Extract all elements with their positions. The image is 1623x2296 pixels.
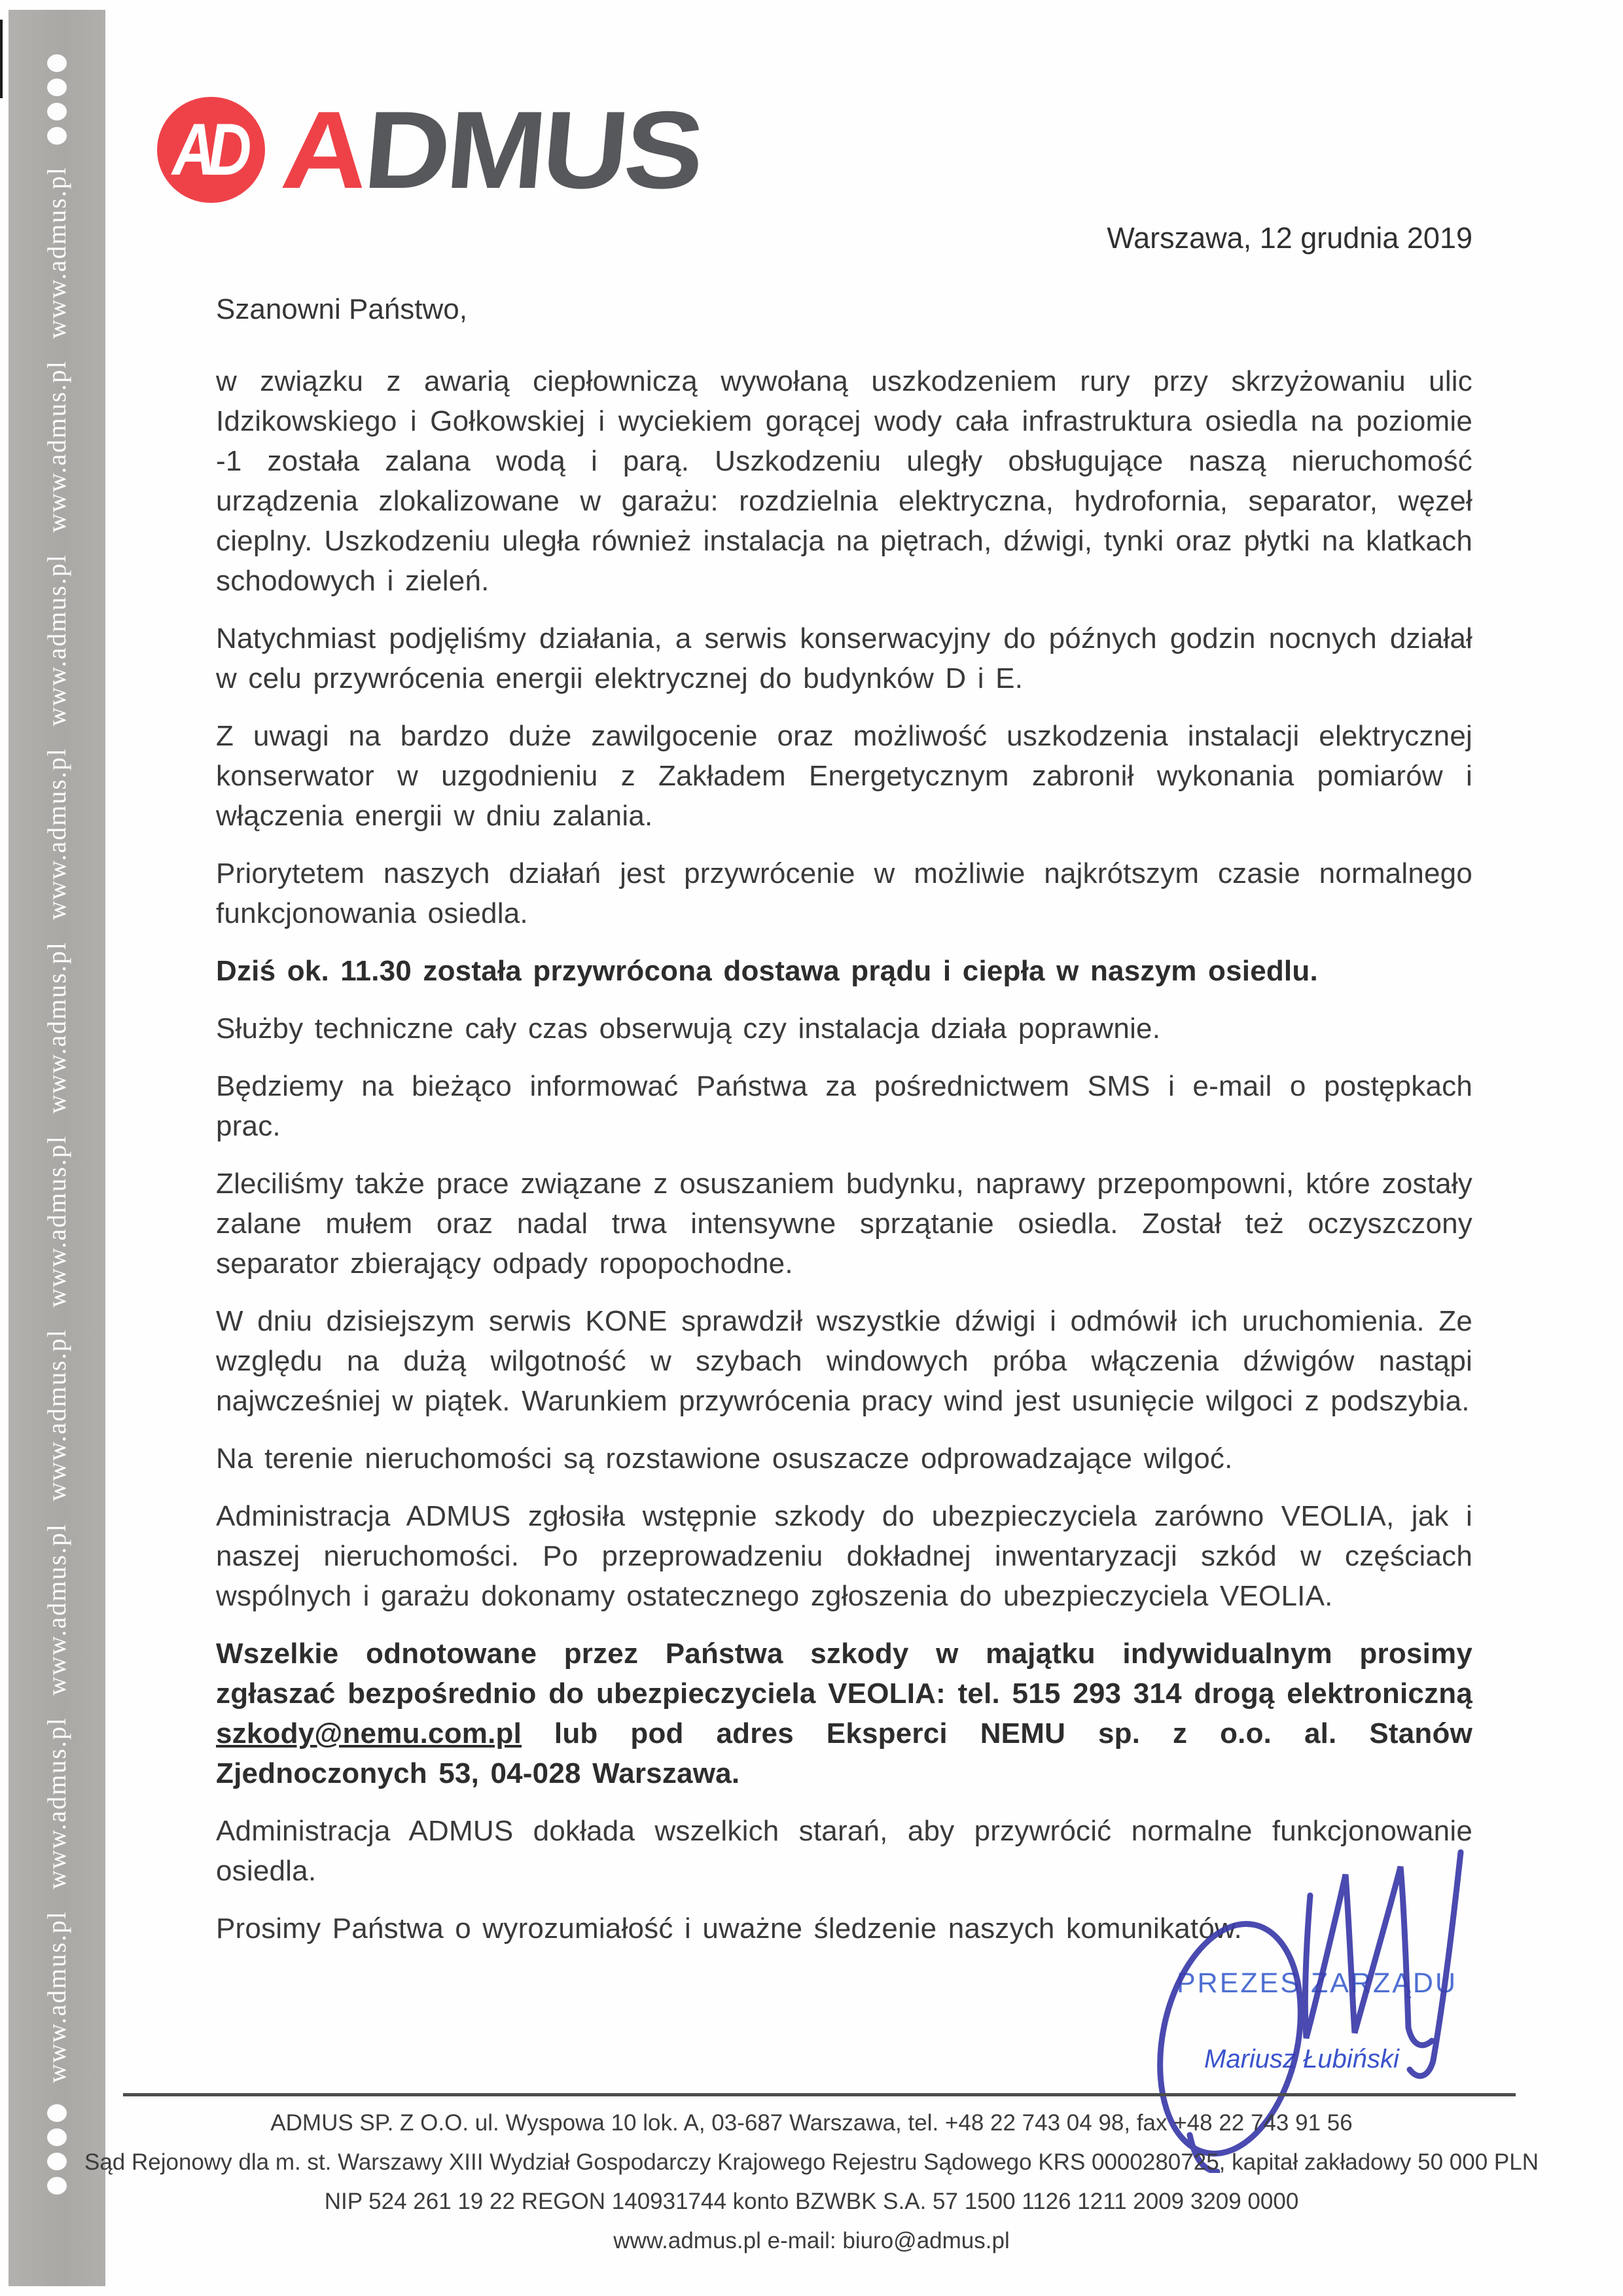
dots-ornament-top (47, 54, 67, 145)
signature-name: Mariusz Łubiński (1204, 2045, 1399, 2073)
body-paragraph: w związku z awarią ciepłowniczą wywołaną uszkodzeniem rury przy skrzyżowaniu ulic Idzikowskiego i Gołkowskiej i wyciekiem gorącej wody cała infrastruktura osiedla na poziomie -1 została zalana wodą i parą. Uszkodzeniu uległy obsługujące naszą nieruchomość urządzenia zlokalizowane w garażu: rozdzielnia elektryczna, hydrofornia, separator, węzeł cieplny. Uszkodzeniu uległa również instalacja na piętrach, dźwigi, tynki oraz płytki na klatkach schodowych i zieleń. (216, 365, 1472, 597)
watermark-url-text: www.admus.pl (42, 359, 71, 533)
scan-artifact (0, 20, 3, 98)
logo-badge-icon (157, 97, 265, 203)
body-paragraph: Prosimy Państwa o wyrozumiałość i uważne śledzenie naszych komunikatów. (216, 1912, 1242, 1945)
watermark-url-text: www.admus.pl (42, 1910, 71, 2083)
body-paragraph: W dniu dzisiejszym serwis KONE sprawdził wszystkie dźwigi i odmówił ich uruchomienia. Ze względu na dużą wilgotność w szybach windowych próba włączenia dźwigów nastąpi najwcześniej w piątek. Warunkiem przywrócenia pracy wind jest usunięcie wilgoci z podszybia. (216, 1305, 1472, 1417)
dot-icon (47, 79, 67, 96)
body-paragraph: Na terenie nieruchomości są rozstawione osuszacze odprowadzające wilgoć. (216, 1443, 1233, 1475)
salutation: Szanowni Państwo, (216, 293, 467, 325)
logo-wordmark (277, 88, 706, 211)
logo-wordmark-rest: DMUS (359, 88, 706, 211)
body-paragraph-bold: Dziś ok. 11.30 została przywrócona dostawa prądu i ciepła w naszym osiedlu. (216, 955, 1318, 987)
claims-text-after: lub pod adres Eksperci NEMU sp. z o.o. al. Stanów Zjednoczonych 53, 04-028 Warszawa. (216, 1717, 1472, 1789)
letter-body (216, 293, 1472, 1966)
admus-logo (157, 88, 706, 211)
watermark-url-text: www.admus.pl (42, 1522, 71, 1696)
watermark-url-text: www.admus.pl (42, 553, 71, 726)
claims-text-before: Wszelkie odnotowane przez Państwa szkody w majątku indywidualnym prosimy zgłaszać bezpośrednio do ubezpieczyciela VEOLIA: tel. 515 293 314 drogą elektroniczną (216, 1638, 1472, 1710)
watermark-url-text: www.admus.pl (42, 747, 71, 920)
footer-line-web-email: www.admus.pl e-mail: biuro@admus.pl (613, 2228, 1010, 2253)
footer-line-registry: Sąd Rejonowy dla m. st. Warszawy XIII Wydział Gospodarczy Krajowego Rejestru Sądowego KRS 0000280725, kapitał zakładowy 50 000 PLN (84, 2149, 1539, 2175)
dot-icon (47, 103, 67, 120)
body-paragraph: Administracja ADMUS dokłada wszelkich starań, aby przywrócić normalne funkcjonowanie osiedla. (216, 1815, 1472, 1887)
watermark-url-text: www.admus.pl (42, 941, 71, 1114)
footer (0, 2111, 1623, 2269)
body-paragraph: Natychmiast podjęliśmy działania, a serwis konserwacyjny do późnych godzin nocnych działał w celu przywrócenia energii elektrycznej do budynków D i E. (216, 622, 1472, 694)
footer-line-company: ADMUS SP. Z O.O. ul. Wyspowa 10 lok. A, 03-687 Warszawa, tel. +48 22 743 04 98, fax +48 22 743 91 56 (270, 2110, 1353, 2136)
sidebar-watermark-band (9, 10, 105, 2286)
watermark-url-text: www.admus.pl (42, 1716, 71, 1890)
watermark-url-text: www.admus.pl (42, 1135, 71, 1308)
watermark-url-text: www.admus.pl (42, 1329, 71, 1501)
dot-icon (47, 54, 67, 72)
body-paragraph: Służby techniczne cały czas obserwują czy instalacja działa poprawnie. (216, 1013, 1161, 1045)
body-paragraph: Zleciliśmy także prace związane z osuszaniem budynku, naprawy przepompowni, które zostały zalane mułem oraz nadal trwa intensywne sprzątanie osiedla. Został też oczyszczony separator zbierający odpady ropopochodne. (216, 1168, 1472, 1280)
signature-title: PREZES ZARZĄDU (1177, 1967, 1458, 1999)
logo-wordmark-first-letter: A (277, 88, 370, 211)
watermark-url-text: www.admus.pl (42, 166, 71, 339)
body-paragraph: Będziemy na bieżąco informować Państwa za pośrednictwem SMS i e-mail o postępkach prac. (216, 1070, 1472, 1142)
body-paragraph: Z uwagi na bardzo duże zawilgocenie oraz możliwość uszkodzenia instalacji elektrycznej konserwator w uzgodnieniu z Zakładem Energetycznym zabronił wykonania pomiarów i włączenia energii w dniu zalania. (216, 720, 1472, 832)
logo-badge-text: AD (171, 109, 244, 190)
footer-divider (123, 2093, 1516, 2096)
claims-email-address: szkody@nemu.com.pl (216, 1717, 522, 1749)
dot-icon (47, 127, 67, 145)
body-paragraph: Administracja ADMUS zgłosiła wstępnie szkody do ubezpieczyciela zarówno VEOLIA, jak i naszej nieruchomości. Po przeprowadzeniu dokładnej inwentaryzacji szkód w częściach wspólnych i garażu dokonamy ostatecznego zgłoszenia do ubezpieczyciela VEOLIA. (216, 1500, 1472, 1612)
date-line: Warszawa, 12 grudnia 2019 (1107, 221, 1472, 255)
body-paragraph-claims (216, 1634, 1472, 1793)
body-paragraph: Priorytetem naszych działań jest przywrócenie w możliwie najkrótszym czasie normalnego funkcjonowania osiedla. (216, 857, 1472, 929)
footer-line-tax-bank: NIP 524 261 19 22 REGON 140931744 konto BZWBK S.A. 57 1500 1126 1211 2009 3209 0000 (324, 2189, 1299, 2214)
